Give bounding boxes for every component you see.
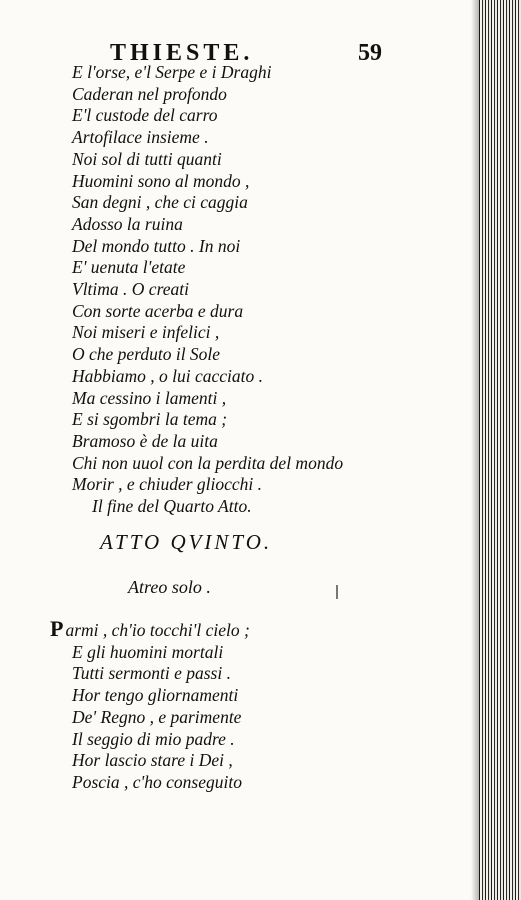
verse-line: E si sgombri la tema ; [72,409,228,430]
verse-line: Vltima . O creati [72,279,189,300]
verse-line: Poscia , c'ho conseguito [72,771,242,792]
verse-line: Ma cessino i lamenti , [72,387,227,408]
verse-block-act-five [50,616,402,794]
verse-line: Habbiamo , o lui cacciato . [72,365,264,386]
verse-block [72,62,402,518]
verse-line: Bramoso è de la uita [72,430,218,451]
verse-line: Morir , e chiuder gliocchi . [72,474,263,495]
page-number: 59 [358,40,382,66]
verse-line: Con sorte acerba e dura [72,300,244,321]
verse-line: Il seggio di mio padre . [72,728,235,749]
verse-line: Caderan nel profondo [72,83,227,104]
act-end-line: Il fine del Quarto Atto. [92,496,252,517]
speaker-label: Atreo solo . [128,577,211,597]
verse-line: Noi sol di tutti quanti [72,148,222,169]
verse-line: Tutti sermonti e passi . [72,663,231,684]
act-heading: ATTO QVINTO. [100,530,273,554]
initial-letter: P [50,616,64,641]
verse-line: San degni , che ci caggia [72,192,248,213]
ink-speck [336,585,338,599]
verse-line: Hor tengo gliornamenti [72,685,239,706]
verse-line: Chi non uuol con la perdita del mondo [72,452,344,473]
verse-line: Huomini sono al mondo , [72,170,250,191]
verse-line: Noi miseri e infelici , [72,322,220,343]
verse-line: O che perduto il Sole [72,344,221,365]
verse-line: E gli huomini mortali [72,641,224,662]
verse-line: Hor lascio stare i Dei , [72,750,233,771]
page-edges [479,0,521,900]
verse-line: Del mondo tutto . In noi [72,235,241,256]
verse-line: E' uenuta l'etate [72,257,186,278]
verse-line-first [50,616,402,642]
running-title: THIESTE. [110,40,254,66]
verse-line: Adosso la ruina [72,213,183,234]
verse-line: E'l custode del carro [72,105,218,126]
verse-line: E l'orse, e'l Serpe e i Draghi [72,62,272,82]
first-line-text: armi , ch'io tocchi'l cielo ; [65,620,250,640]
verse-line: De' Regno , e parimente [72,706,242,727]
verse-line: Artofilace insieme . [72,127,209,148]
